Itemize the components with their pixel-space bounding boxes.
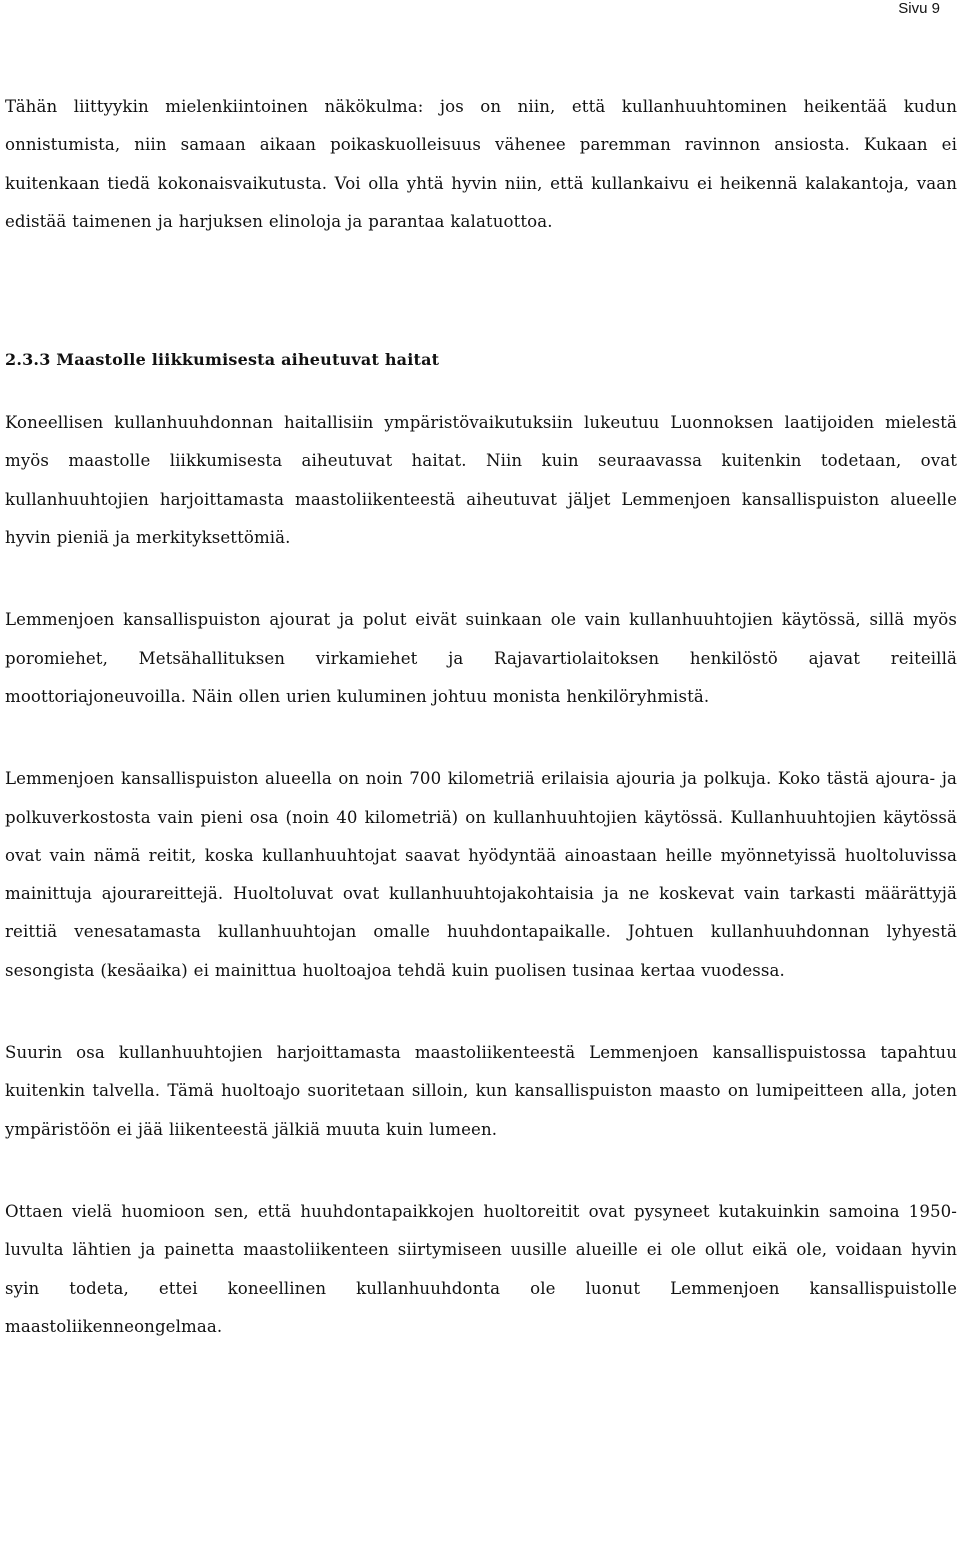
paragraph-route-network: Lemmenjoen kansallispuiston alueella on noin 700 kilometriä erilaisia ajouria ja polkuja. Koko tästä ajoura- ja polkuverkostosta vain pieni osa (noin 40 kilometriä) on kullanhuuhtojien käytössä. Kullanhuuhtojien käytössä ovat vain nämä reitit, koska kullanhuuhtojat saavat hyödyntää ainoastaan heille myönnetyissä huoltoluvissa mainittuja ajourareittejä. Huoltoluvat ovat kullanhuuhtojakohtaisia ja ne koskevat vain tarkasti määrättyjä reittiä venesatamasta kullanhuuhtojan omalle huuhdontapaikalle. Johtuen kullanhuuhdonnan lyhyestä sesongista (kesäaika) ei mainittua huoltoajoa tehdä kuin puolisen tusinaa kertaa vuodessa. bbox=[5, 769, 957, 980]
paragraph-route-users: Lemmenjoen kansallispuiston ajourat ja polut eivät suinkaan ole vain kullanhuuhtojien käytössä, sillä myös poromiehet, Metsähallituksen virkamiehet ja Rajavartiolaitoksen henkilöstö ajavat reiteillä moottoriajoneuvoilla. Näin ollen urien kuluminen johtuu monista henkilöryhmistä. bbox=[5, 610, 957, 706]
paragraph-conclusion: Ottaen vielä huomioon sen, että huuhdontapaikkojen huoltoreitit ovat pysyneet kutakuinkin samoina 1950-luvulta lähtien ja painetta maastoliikenteen siirtymiseen uusille alueille ei ole ollut eikä ole, voidaan hyvin syin todeta, ettei koneellinen kullanhuuhdonta ole luonut Lemmenjoen kansallispuistolle maastoliikenneongelmaa. bbox=[5, 1201, 957, 1336]
intro-paragraph: Tähän liittyykin mielenkiintoinen näkökulma: jos on niin, että kullanhuuhtominen heikentää kudun onnistumista, niin samaan aikaan poikaskuolleisuus vähenee paremman ravinnon ansiosta. Kukaan ei kuitenkaan tiedä kokonaisvaikutusta. Voi olla yhtä hyvin niin, että kullankaivu ei heikennä kalakantoja, vaan edistää taimenen ja harjuksen elinoloja ja parantaa kalatuottoa. bbox=[5, 97, 957, 231]
paragraph-environmental-impacts: Koneellisen kullanhuuhdonnan haitallisiin ympäristövaikutuksiin lukeutuu Luonnoksen laatijoiden mielestä myös maastolle liikkumisesta aiheutuvat haitat. Niin kuin seuraavassa kuitenkin todetaan, ovat kullanhuuhtojien harjoittamasta maastoliikenteestä aiheutuvat jäljet Lemmenjoen kansallispuiston alueelle hyvin pieniä ja merkityksettömiä. bbox=[5, 413, 957, 548]
paragraph-winter-traffic: Suurin osa kullanhuuhtojien harjoittamasta maastoliikenteestä Lemmenjoen kansallispuistossa tapahtuu kuitenkin talvella. Tämä huoltoajo suoritetaan silloin, kun kansallispuiston maasto on lumipeitteen alla, joten ympäristöön ei jää liikenteestä jälkiä muuta kuin lumeen. bbox=[5, 1043, 957, 1139]
page-number: Sivu 9 bbox=[898, 0, 940, 17]
document-body bbox=[5, 88, 957, 1390]
section-heading: 2.3.3 Maastolle liikkumisesta aiheutuvat haitat bbox=[5, 350, 440, 370]
